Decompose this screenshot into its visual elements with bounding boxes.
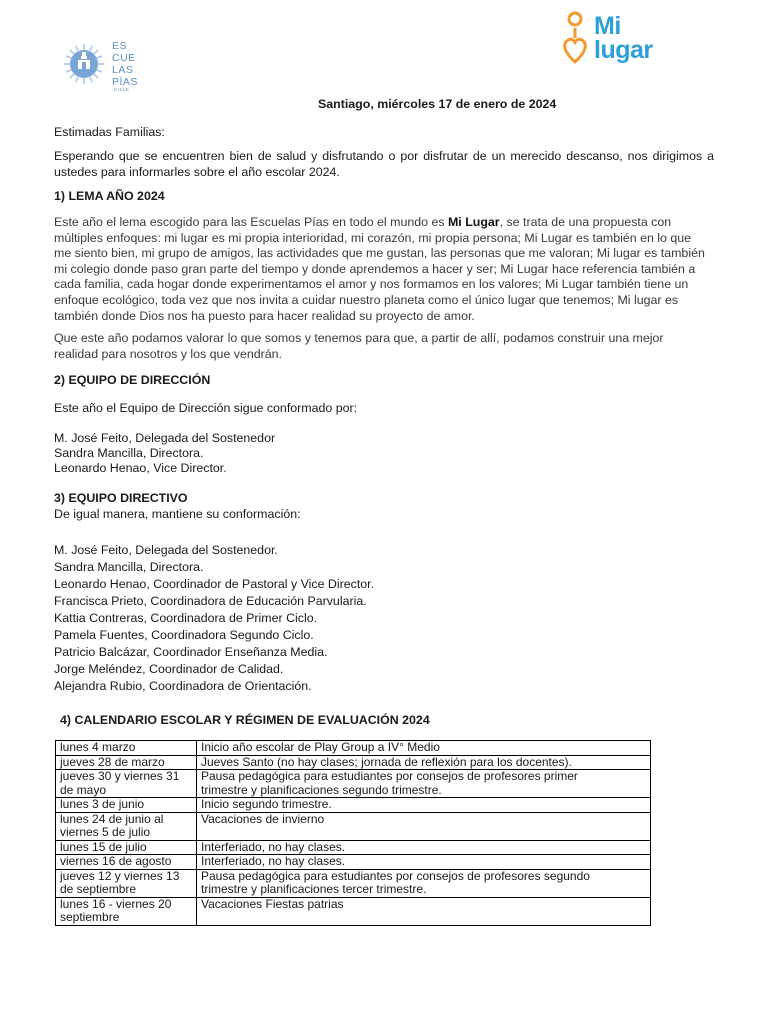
directivo-member: Alejandra Rubio, Coordinadora de Orientación. xyxy=(54,679,312,693)
lema-line: enfoque ecológico, toda vez que nos invita a cuidar nuestro planeta como el único lugar que tenemos; Mi lugar es xyxy=(54,292,679,307)
calendar-date-line: jueves 28 de marzo xyxy=(60,754,165,769)
lema-line: múltiples enfoques: mi lugar es mi propia interioridad, mi corazón, mi propia persona; Mi Lugar es también en lo que xyxy=(54,230,692,245)
calendar-date-cell xyxy=(56,755,197,770)
lema-highlight: Mi Lugar xyxy=(447,215,500,229)
greeting: Estimadas Familias: xyxy=(54,125,165,139)
directivo-member: Patricio Balcázar, Coordinador Enseñanza Media. xyxy=(54,645,328,659)
escuelas-pias-logo xyxy=(62,38,152,94)
calendar-table xyxy=(55,740,651,926)
section-heading: 3) EQUIPO DIRECTIVO xyxy=(54,491,188,505)
calendar-event-line: Interferiado, no hay clases. xyxy=(201,839,346,854)
lema-line: también donde Dios nos ha puesto para hacer realidad su proyecto de amor. xyxy=(54,308,475,323)
calendar-event-line: Vacaciones de invierno xyxy=(201,811,325,826)
calendar-row xyxy=(56,855,651,870)
calendar-row xyxy=(56,770,651,798)
mi-lugar-logo xyxy=(562,8,672,68)
wordmark-line: PÍAS xyxy=(112,76,138,88)
calendar-date-line: viernes 5 de julio xyxy=(60,825,151,839)
calendar-date-line: viernes 16 de agosto xyxy=(60,854,172,868)
intro-paragraph: Esperando que se encuentren bien de salud y disfrutando o por disfrutar de un merecido descanso, nos dirigimos a ustedes para informarles sobre el año escolar 2024. xyxy=(54,149,714,179)
calendar-event-cell xyxy=(197,897,651,925)
directivo-member: Francisca Prieto, Coordinadora de Educación Parvularia. xyxy=(54,594,367,608)
wordmark-line: Mi xyxy=(594,12,621,40)
wordmark-line: lugar xyxy=(594,36,653,64)
calendar-date-line: lunes 16 - viernes 20 xyxy=(60,896,172,911)
calendar-event-cell xyxy=(197,869,651,897)
lema-closing-line: Que este año podamos valorar lo que somos y tenemos para que, a partir de allí, podamos construir una mejor xyxy=(54,331,664,345)
date-line: Santiago, miércoles 17 de enero de 2024 xyxy=(318,97,557,111)
calendar-event-cell xyxy=(197,812,651,840)
calendar-event-line: Inicio segundo trimestre. xyxy=(201,797,332,811)
escuelas-pias-seal-icon xyxy=(62,42,106,86)
calendar-event-line: Pausa pedagógica para estudiantes por consejos de profesores segundo xyxy=(201,868,590,883)
calendar-event-cell xyxy=(197,855,651,870)
mi-lugar-wordmark xyxy=(594,14,653,62)
calendar-date-line: de mayo xyxy=(60,782,107,797)
wordmark-line: LAS xyxy=(112,64,134,76)
directivo-member: Jorge Meléndez, Coordinador de Calidad. xyxy=(54,662,284,676)
calendar-row xyxy=(56,812,651,840)
calendar-event-line: Pausa pedagógica para estudiantes por consejos de profesores primer xyxy=(201,769,578,783)
calendar-date-cell xyxy=(56,741,197,756)
directivo-intro: De igual manera, mantiene su conformación: xyxy=(54,507,301,521)
calendar-date-cell xyxy=(56,798,197,813)
lema-line: mi colegio donde paso gran parte del tiempo y donde aprendemos a hacer y ser; Mi Lugar hace referencia también a xyxy=(54,261,696,276)
calendar-event-line: Interferiado, no hay clases. xyxy=(201,854,346,868)
calendar-row xyxy=(56,840,651,855)
lema-closing-line: realidad para nosotros y los que vendrán. xyxy=(54,346,282,361)
calendar-date-cell xyxy=(56,869,197,897)
calendar-event-cell xyxy=(197,741,651,756)
calendar-event-line: trimestre y planificaciones tercer trimestre. xyxy=(201,882,427,896)
calendar-event-line: Jueves Santo (no hay clases; jornada de reflexión para los docentes). xyxy=(201,754,572,769)
directivo-member: Pamela Fuentes, Coordinadora Segundo Ciclo. xyxy=(54,628,314,642)
calendar-date-line: lunes 4 marzo xyxy=(60,740,136,754)
direccion-member: Sandra Mancilla, Directora. xyxy=(54,446,204,460)
directivo-member: M. José Feito, Delegada del Sostenedor. xyxy=(54,543,278,557)
calendar-event-line: Inicio año escolar de Play Group a IV° Medio xyxy=(201,740,440,754)
calendar-event-line: trimestre y planificaciones segundo trimestre. xyxy=(201,782,442,797)
calendar-row xyxy=(56,741,651,756)
section-heading: 2) EQUIPO DE DIRECCIÓN xyxy=(54,373,211,387)
calendar-date-cell xyxy=(56,855,197,870)
calendar-date-line: lunes 24 de junio al xyxy=(60,811,164,826)
calendar-date-cell xyxy=(56,840,197,855)
directivo-member: Leonardo Henao, Coordinador de Pastoral y Vice Director. xyxy=(54,577,375,591)
calendar-date-line: lunes 15 de julio xyxy=(60,839,147,854)
lema-closing-paragraph xyxy=(54,331,714,362)
lema-line: cada familia, cada hogar donde experimentamos el amor y nos formamos en los valores; Mi Lugar también tiene un xyxy=(54,277,689,292)
calendar-date-cell xyxy=(56,812,197,840)
direccion-member: Leonardo Henao, Vice Director. xyxy=(54,461,227,475)
location-pin-heart-icon xyxy=(562,10,592,66)
lema-line xyxy=(54,215,714,231)
direccion-member: M. José Feito, Delegada del Sostenedor xyxy=(54,431,276,445)
calendar-row xyxy=(56,869,651,897)
lema-paragraph xyxy=(54,215,714,324)
calendar-date-cell xyxy=(56,770,197,798)
lema-text: Este año el lema escogido para las Escuelas Pías en todo el mundo es xyxy=(54,215,448,229)
wordmark-line: CUE xyxy=(112,52,136,64)
calendar-event-cell xyxy=(197,798,651,813)
directivo-member: Sandra Mancilla, Directora. xyxy=(54,560,204,574)
calendar-date-line: jueves 12 y viernes 13 xyxy=(60,868,180,883)
lema-text: , se trata de una propuesta con xyxy=(499,215,672,229)
calendar-event-line: Vacaciones Fiestas patrias xyxy=(201,896,344,911)
calendar-date-line: lunes 3 de junio xyxy=(60,797,145,811)
calendar-row xyxy=(56,755,651,770)
calendar-table-body xyxy=(56,741,651,926)
calendar-event-cell xyxy=(197,755,651,770)
calendar-date-line: de septiembre xyxy=(60,882,137,896)
direccion-intro: Este año el Equipo de Dirección sigue conformado por: xyxy=(54,401,358,415)
lema-line: me siento bien, mi grupo de amigos, las actividades que me gustan, las personas que me valoran; Mi lugar es también xyxy=(54,246,705,261)
calendar-event-cell xyxy=(197,770,651,798)
calendar-row xyxy=(56,798,651,813)
escuelas-pias-wordmark xyxy=(112,40,138,88)
calendar-date-cell xyxy=(56,897,197,925)
section-heading: 4) CALENDARIO ESCOLAR Y RÉGIMEN DE EVALUACIÓN 2024 xyxy=(60,713,430,727)
calendar-event-cell xyxy=(197,840,651,855)
wordmark-line: ES xyxy=(112,40,128,52)
section-heading: 1) LEMA AÑO 2024 xyxy=(54,189,165,203)
calendar-row xyxy=(56,897,651,925)
calendar-date-line: septiembre xyxy=(60,910,120,924)
calendar-date-line: jueves 30 y viernes 31 xyxy=(60,769,180,783)
directivo-member: Kattia Contreras, Coordinadora de Primer Ciclo. xyxy=(54,611,318,625)
logo-country: CHILE xyxy=(114,87,130,92)
